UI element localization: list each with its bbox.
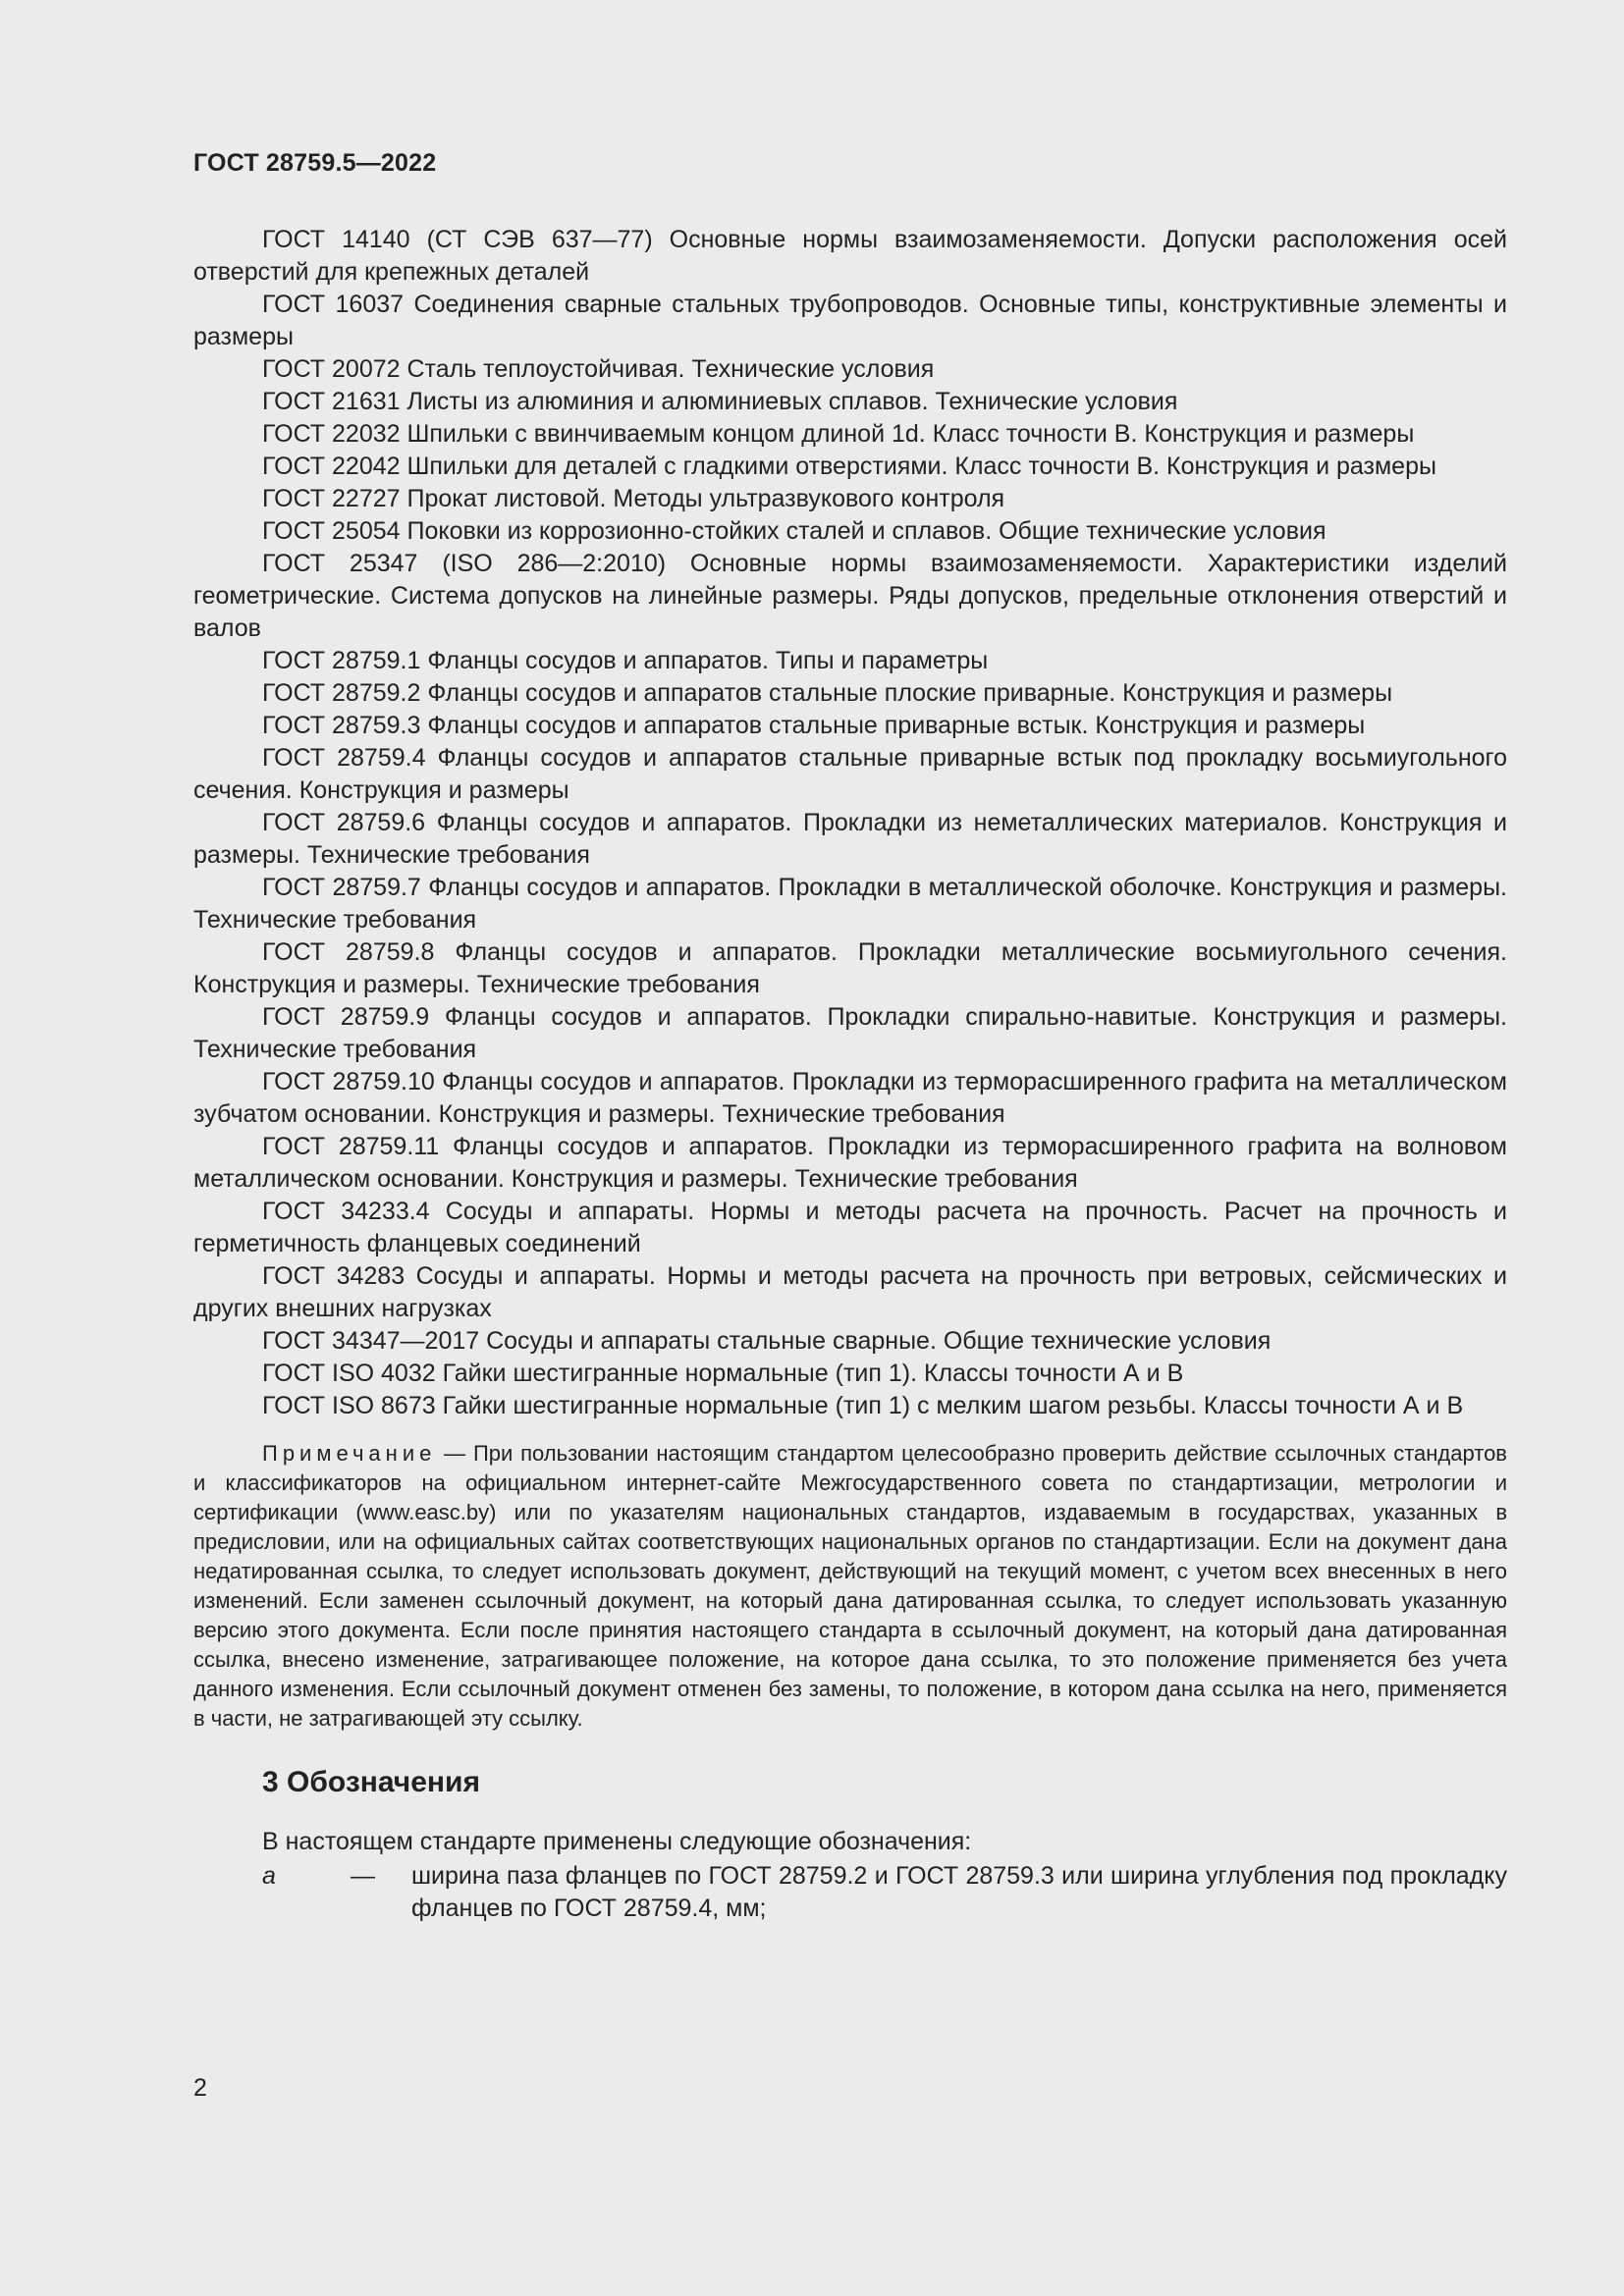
reference-item: ГОСТ ISO 4032 Гайки шестигранные нормальные (тип 1). Классы точности А и В <box>262 1360 1184 1387</box>
reference-item: ГОСТ 22042 Шпильки для деталей с гладкими отверстиями. Класс точности В. Конструкция и размеры <box>262 453 1436 480</box>
reference-item: ГОСТ ISO 8673 Гайки шестигранные нормальные (тип 1) с мелким шагом резьбы. Классы точности А и В <box>262 1392 1464 1419</box>
definition-term: a <box>262 1862 276 1890</box>
reference-item: ГОСТ 28759.9 Фланцы сосудов и аппаратов. Прокладки спирально-навитые. Конструкция и размеры. Технические требования <box>193 1003 1507 1063</box>
reference-item: ГОСТ 34283 Сосуды и аппараты. Нормы и методы расчета на прочность при ветровых, сейсмических и других внешних нагрузках <box>193 1262 1507 1322</box>
reference-item: ГОСТ 28759.4 Фланцы сосудов и аппаратов стальные приварные встык под прокладку восьмиугольного сечения. Конструкция и размеры <box>193 744 1507 804</box>
reference-item: ГОСТ 34347—2017 Сосуды и аппараты стальные сварные. Общие технические условия <box>262 1327 1272 1355</box>
definition-item <box>193 1860 1507 1925</box>
normative-references-list <box>193 224 1507 1422</box>
note-paragraph <box>193 1439 1507 1734</box>
reference-item: ГОСТ 14140 (СТ СЭВ 637—77) Основные нормы взаимозаменяемости. Допуски расположения осей отверстий для крепежных деталей <box>193 226 1507 286</box>
section-intro: В настоящем стандарте применены следующие обозначения: <box>262 1828 972 1855</box>
section-heading: 3 Обозначения <box>262 1766 480 1798</box>
reference-item: ГОСТ 28759.6 Фланцы сосудов и аппаратов. Прокладки из неметаллических материалов. Конструкция и размеры. Технические требования <box>193 809 1507 869</box>
reference-item: ГОСТ 21631 Листы из алюминия и алюминиевых сплавов. Технические условия <box>262 388 1178 415</box>
reference-item: ГОСТ 28759.8 Фланцы сосудов и аппаратов. Прокладки металлические восьмиугольного сечения. Конструкция и размеры. Технические требования <box>193 938 1507 998</box>
reference-item: ГОСТ 28759.11 Фланцы сосудов и аппаратов. Прокладки из терморасширенного графита на волновом металлическом основании. Конструкция и размеры. Технические требования <box>193 1133 1507 1193</box>
document-code-header: ГОСТ 28759.5—2022 <box>193 149 437 177</box>
reference-item: ГОСТ 28759.10 Фланцы сосудов и аппаратов. Прокладки из терморасширенного графита на металлическом зубчатом основании. Конструкция и размеры. Технические требования <box>193 1068 1507 1128</box>
definition-dash: — <box>351 1862 375 1890</box>
page-number: 2 <box>193 2074 207 2102</box>
note-text: — При пользовании настоящим стандартом целесообразно проверить действие ссылочных стандартов и классификаторов на официальном интернет-сайте Межгосударственного совета по стандартизации, метрологии и сертификации (www.easc.by) или по указателям национальных стандартов, издаваемым в государствах, указанных в предисловии, или на официальных сайтах соответствующих национальных органов по стандартизации. Если на документ дана недатированная ссылка, то следует использовать документ, действующий на текущий момент, с учетом всех внесенных в него изменений. Если заменен ссылочный документ, на который дана датированная ссылка, то следует использовать указанную версию этого документа. Если после принятия настоящего стандарта в ссылочный документ, на который дана датированная ссылка, внесено изменение, затрагивающее положение, на которое дана ссылка, то это положение применяется без учета данного изменения. Если ссылочный документ отменен без замены, то положение, в котором дана ссылка на него, применяется в части, не затрагивающей эту ссылку. <box>193 1441 1507 1731</box>
reference-item: ГОСТ 25054 Поковки из коррозионно-стойких сталей и сплавов. Общие технические условия <box>262 517 1326 545</box>
definition-text: ширина паза фланцев по ГОСТ 28759.2 и ГОСТ 28759.3 или ширина углубления под прокладку фланцев по ГОСТ 28759.4, мм; <box>411 1862 1507 1922</box>
reference-item: ГОСТ 25347 (ISO 286—2:2010) Основные нормы взаимозаменяемости. Характеристики изделий геометрические. Система допусков на линейные размеры. Ряды допусков, предельные отклонения отверстий и валов <box>193 550 1507 642</box>
reference-item: ГОСТ 22727 Прокат листовой. Методы ультразвукового контроля <box>262 485 1005 512</box>
reference-item: ГОСТ 20072 Сталь теплоустойчивая. Технические условия <box>262 355 935 383</box>
reference-item: ГОСТ 22032 Шпильки с ввинчиваемым концом длиной 1d. Класс точности В. Конструкция и размеры <box>262 420 1415 448</box>
page-content <box>193 224 1507 1925</box>
reference-item: ГОСТ 28759.7 Фланцы сосудов и аппаратов. Прокладки в металлической оболочке. Конструкция и размеры. Технические требования <box>193 874 1507 934</box>
reference-item: ГОСТ 28759.2 Фланцы сосудов и аппаратов стальные плоские приварные. Конструкция и размеры <box>262 679 1393 707</box>
reference-item: ГОСТ 16037 Соединения сварные стальных трубопроводов. Основные типы, конструктивные элементы и размеры <box>193 291 1507 350</box>
reference-item: ГОСТ 28759.1 Фланцы сосудов и аппаратов. Типы и параметры <box>262 647 989 674</box>
reference-item: ГОСТ 34233.4 Сосуды и аппараты. Нормы и методы расчета на прочность. Расчет на прочность и герметичность фланцевых соединений <box>193 1198 1507 1257</box>
reference-item: ГОСТ 28759.3 Фланцы сосудов и аппаратов стальные приварные встык. Конструкция и размеры <box>262 712 1366 739</box>
note-label: Примечание <box>262 1441 437 1466</box>
